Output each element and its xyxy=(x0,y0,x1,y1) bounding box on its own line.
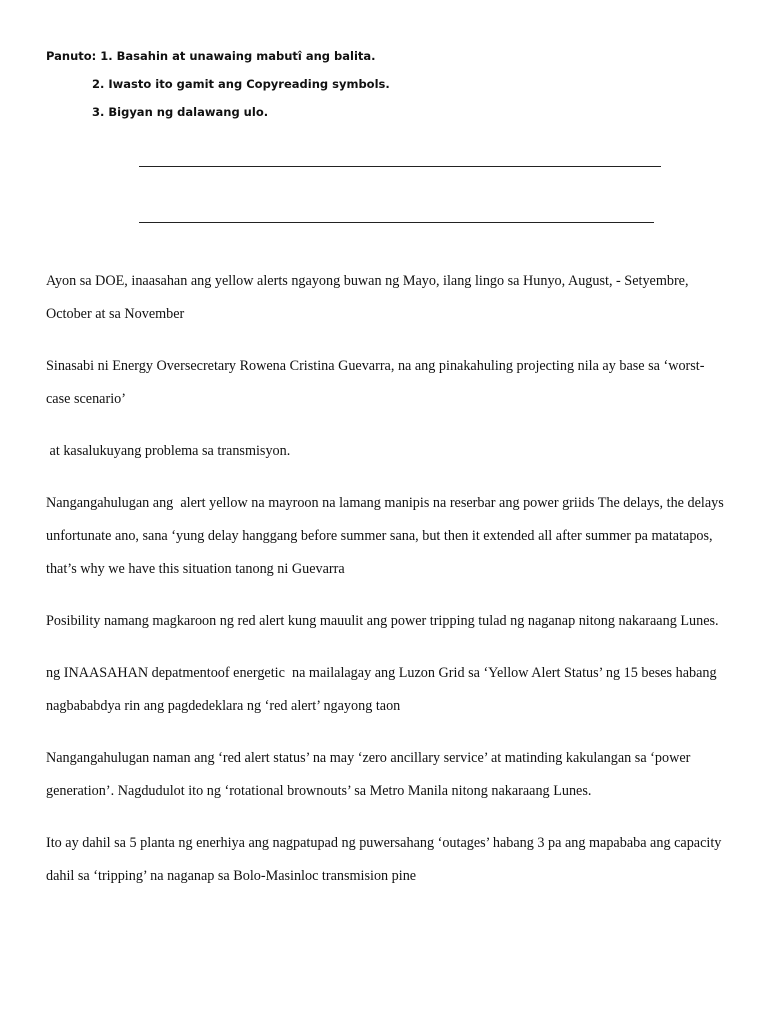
instruction-line-1: Panuto: 1. Basahin at unawaing mabutî ang balita. xyxy=(46,49,376,63)
instruction-line-2: 2. Iwasto ito gamit ang Copyreading symbols. xyxy=(92,77,390,91)
headline-blank-1 xyxy=(139,166,661,167)
headline-blank-2 xyxy=(139,222,654,223)
article-paragraph: Posibility namang magkaroon ng red alert kung mauulit ang power tripping tulad ng naganap nitong nakaraang Lunes. xyxy=(46,613,719,629)
article-paragraph: at kasalukuyang problema sa transmisyon. xyxy=(46,443,291,459)
instructions-block xyxy=(46,42,390,126)
article-paragraph: Nangangahulugan naman ang ‘red alert status’ na may ‘zero ancillary service’ at matinding kakulangan sa ‘power generation’. Nagdudulot ito ng ‘rotational brownouts’ sa Metro Manila nitong nakaraang Lunes. xyxy=(46,750,691,799)
article-paragraph: Ito ay dahil sa 5 planta ng enerhiya ang nagpatupad ng puwersahang ‘outages’ habang 3 pa ang mapababa ang capacity dahil sa ‘tripping’ na naganap sa Bolo-Masinloc transmision pine xyxy=(46,835,722,884)
article-paragraph: Ayon sa DOE, inaasahan ang yellow alerts ngayong buwan ng Mayo, ilang lingo sa Hunyo, August, - Setyembre, October at sa November xyxy=(46,273,689,322)
article-paragraph: Nangangahulugan ang alert yellow na mayroon na lamang manipis na reserbar ang power griids The delays, the delays unfortunate ano, sana ‘yung delay hanggang before summer sana, but then it extended all after summer pa matatapos, that’s why we have this situation tanong ni Guevarra xyxy=(46,495,728,577)
article-paragraph: ng INAASAHAN depatmentoof energetic na mailalagay ang Luzon Grid sa ‘Yellow Alert Status’ ng 15 beses habang nagbababdya rin ang pagdedeklara ng ‘red alert’ ngayong taon xyxy=(46,665,721,714)
instruction-line-3: 3. Bigyan ng dalawang ulo. xyxy=(92,105,269,119)
news-article xyxy=(46,265,726,912)
article-paragraph: Sinasabi ni Energy Oversecretary Rowena Cristina Guevarra, na ang pinakahuling projecting nila ay base sa ‘worst-case scenario’ xyxy=(46,358,705,407)
